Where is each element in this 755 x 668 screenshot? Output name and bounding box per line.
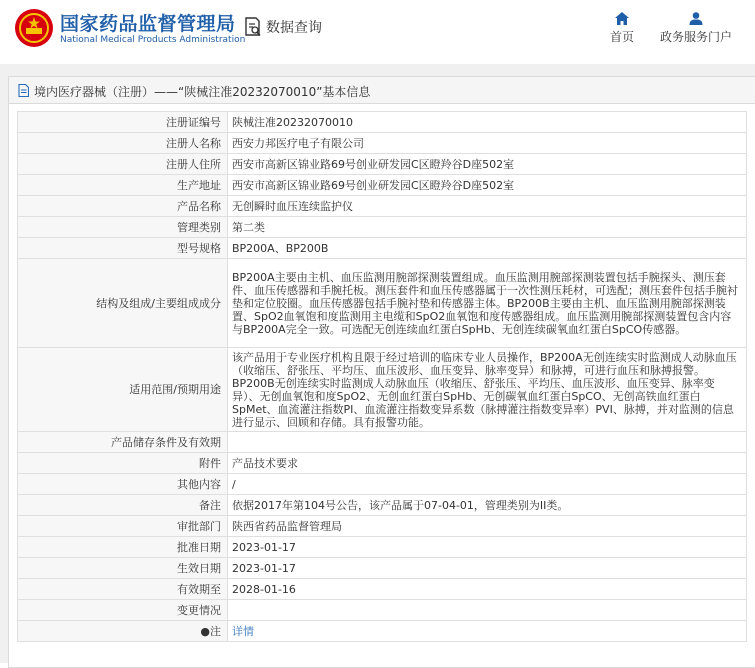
table-row: [18, 516, 747, 537]
field-value: /: [228, 474, 747, 495]
field-label: 审批部门: [18, 516, 228, 537]
pin-icon: ●: [200, 624, 210, 638]
field-value: BP200A主要由主机、血压监测用腕部探测装置组成。血压监测用腕部探测装置包括手腕探头、测压套件、血压传感器和手腕托板。测压套件和血压传感器属于一次性测压耗材，可选配；测压套件包括手腕衬垫和定位胶圈。血压传感器包括手腕衬垫和传感器主体。BP200B主要由主机、血压监测用腕部探测装置、SpO2血氧饱和度监测用主电缆和SpO2血氧饱和度传感器组成。血压监测用腕部探测装置包含内容与BP200A完全一致。可选配无创连续血红蛋白SpHb、无创连续碳氧血红蛋白SpCO传感器。: [228, 259, 747, 348]
document-icon: [18, 84, 29, 100]
table-row: [18, 453, 747, 474]
field-label: 生效日期: [18, 558, 228, 579]
user-icon: [689, 12, 703, 25]
field-label: 生产地址: [18, 175, 228, 196]
table-row: [18, 579, 747, 600]
table-row: [18, 558, 747, 579]
table-row: [18, 196, 747, 217]
data-query-label: 数据查询: [266, 20, 322, 36]
table-row: [18, 259, 747, 348]
nav-home-label: 首页: [609, 30, 634, 44]
field-value: 西安市高新区锦业路69号创业研发园C区瞪羚谷D座502室: [228, 154, 747, 175]
table-row: [18, 600, 747, 621]
field-label: 型号规格: [18, 238, 228, 259]
field-label: 备注: [18, 495, 228, 516]
nav-home[interactable]: [582, 12, 662, 45]
field-label: 注册人住所: [18, 154, 228, 175]
detail-panel: [8, 76, 755, 668]
table-row: [18, 175, 747, 196]
panel-header: [9, 77, 755, 104]
field-label: 注: [210, 624, 221, 638]
field-value: [228, 432, 747, 453]
field-label: 产品名称: [18, 196, 228, 217]
table-row: [18, 348, 747, 432]
field-label: 变更情况: [18, 600, 228, 621]
emblem-icon: [14, 8, 54, 48]
detail-table: [17, 111, 747, 642]
field-label: 附件: [18, 453, 228, 474]
site-logo-title: 国家药品监督管理局: [60, 13, 236, 35]
field-label: 适用范围/预期用途: [18, 348, 228, 432]
table-row: [18, 537, 747, 558]
panel-title: 境内医疗器械（注册）——“陕械注准20232070010”基本信息: [34, 85, 371, 99]
field-value: 产品技术要求: [228, 453, 747, 474]
note-value-cell: [228, 621, 747, 642]
field-label: 有效期至: [18, 579, 228, 600]
table-row: [18, 133, 747, 154]
home-icon: [615, 12, 629, 25]
field-label: 结构及组成/主要组成成分: [18, 259, 228, 348]
table-row: [18, 495, 747, 516]
table-row: [18, 238, 747, 259]
field-label: 产品储存条件及有效期: [18, 432, 228, 453]
field-label: 注册证编号: [18, 112, 228, 133]
table-row: [18, 112, 747, 133]
table-row: [18, 474, 747, 495]
field-label: 注册人名称: [18, 133, 228, 154]
nav-gov-portal[interactable]: [656, 12, 736, 45]
details-link[interactable]: 详情: [232, 624, 254, 638]
nav-gov-portal-label: 政务服务门户: [659, 30, 732, 44]
field-value: 陕械注准20232070010: [228, 112, 747, 133]
field-value: 第二类: [228, 217, 747, 238]
table-row: [18, 621, 747, 642]
note-label-cell: [18, 621, 228, 642]
field-value: 2023-01-17: [228, 537, 747, 558]
field-value: 依据2017年第104号公告，该产品属于07-04-01，管理类别为II类。: [228, 495, 747, 516]
field-value: 西安市高新区锦业路69号创业研发园C区瞪羚谷D座502室: [228, 175, 747, 196]
field-label: 批准日期: [18, 537, 228, 558]
data-query-link[interactable]: [244, 17, 322, 37]
field-value: 2028-01-16: [228, 579, 747, 600]
field-value: 2023-01-17: [228, 558, 747, 579]
site-header: [0, 0, 755, 64]
field-value: 西安力邦医疗电子有限公司: [228, 133, 747, 154]
field-value: BP200A、BP200B: [228, 238, 747, 259]
field-value: 陕西省药品监督管理局: [228, 516, 747, 537]
field-value: 该产品用于专业医疗机构且限于经过培训的临床专业人员操作，BP200A无创连续实时监测成人动脉血压（收缩压、舒张压、平均压、血压波形、血压变异、脉率变异）和脉搏，可进行血压和脉搏报警。BP200B无创连续实时监测成人动脉血压（收缩压、舒张压、平均压、血压波形、血压变异、脉率变异）、无创血氧饱和度SpO2、无创血红蛋白SpHb、无创碳氧血红蛋白SpCO、无创高铁血红蛋白SpMet、血流灌注指数PI、血流灌注指数变异系数（脉搏灌注指数变异率）PVI、脉搏，并对监测的信息进行显示、回顾和存储。具有报警功能。: [228, 348, 747, 432]
field-value: 无创瞬时血压连续监护仪: [228, 196, 747, 217]
table-row: [18, 217, 747, 238]
field-label: 管理类别: [18, 217, 228, 238]
data-query-icon: [244, 17, 262, 37]
table-row: [18, 432, 747, 453]
site-logo-subtitle: National Medical Products Administration: [60, 35, 246, 45]
table-row: [18, 154, 747, 175]
field-label: 其他内容: [18, 474, 228, 495]
field-value: [228, 600, 747, 621]
